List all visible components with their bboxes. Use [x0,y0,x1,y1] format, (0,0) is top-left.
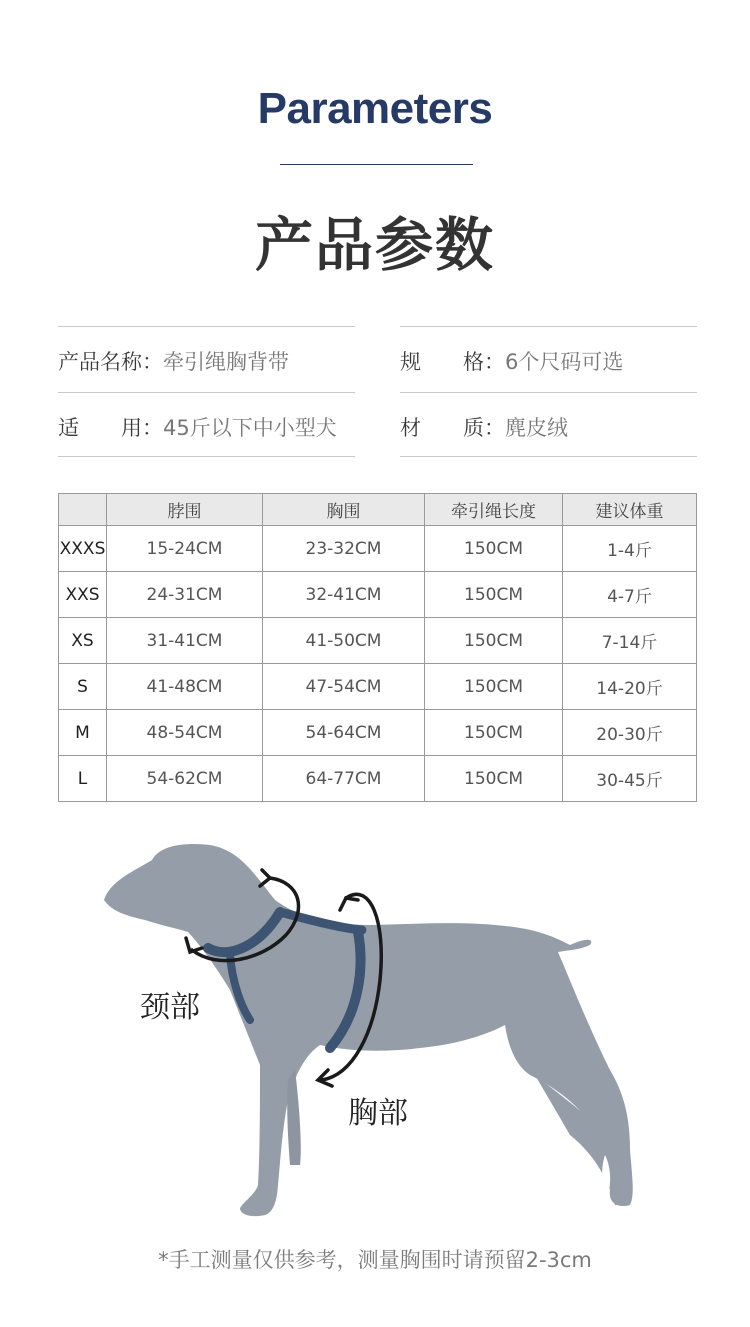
params-divider [400,456,697,457]
params-divider [400,326,697,327]
neck-cell: 15-24CM [107,526,263,572]
table-header-chest: 胸围 [263,494,425,526]
param-fit [58,412,337,442]
weight-cell: 4-7斤 [563,572,697,618]
chest-cell: 41-50CM [263,618,425,664]
title-divider [280,164,473,165]
weight-cell: 20-30斤 [563,710,697,756]
neck-cell: 24-31CM [107,572,263,618]
title-chinese: 产品参数 [254,211,495,279]
leash-cell: 150CM [425,756,563,802]
chest-cell: 64-77CM [263,756,425,802]
size-cell: S [59,664,107,710]
param-label: 规 格： [400,350,505,374]
size-cell: L [59,756,107,802]
leash-cell: 150CM [425,572,563,618]
param-value: 牵引绳胸背带 [163,350,289,374]
params-divider [58,326,355,327]
chest-cell: 54-64CM [263,710,425,756]
dog-front-leg-far [287,1070,301,1165]
param-label: 适 用： [58,416,163,440]
leash-cell: 150CM [425,618,563,664]
param-spec [400,346,623,376]
param-label: 产品名称： [58,350,163,374]
chest-cell: 23-32CM [263,526,425,572]
leash-cell: 150CM [425,664,563,710]
param-value: 麂皮绒 [505,416,568,440]
params-divider [58,392,355,393]
neck-cell: 41-48CM [107,664,263,710]
param-material [400,412,568,442]
product-params [58,326,698,458]
weight-cell: 7-14斤 [563,618,697,664]
neck-cell: 48-54CM [107,710,263,756]
table-header-row [59,494,697,526]
param-product-name [58,346,289,376]
table-row [59,526,697,572]
size-cell: XXS [59,572,107,618]
chest-cell: 47-54CM [263,664,425,710]
weight-cell: 1-4斤 [563,526,697,572]
measurement-footnote: *手工测量仅供参考，测量胸围时请预留2-3cm [158,1248,592,1272]
table-header-leash-length: 牵引绳长度 [425,494,563,526]
chest-cell: 32-41CM [263,572,425,618]
chest-label: 胸部 [348,1096,408,1131]
neck-cell: 54-62CM [107,756,263,802]
leash-cell: 150CM [425,710,563,756]
table-row [59,664,697,710]
table-header-neck: 脖围 [107,494,263,526]
title-english: Parameters [257,84,493,133]
table-row [59,618,697,664]
param-value: 6个尺码可选 [505,350,624,374]
table-row [59,756,697,802]
neck-label: 颈部 [140,990,200,1025]
param-value: 45斤以下中小型犬 [163,416,337,440]
table-header-size [59,494,107,526]
table-row [59,572,697,618]
params-divider [58,456,355,457]
leash-cell: 150CM [425,526,563,572]
params-divider [400,392,697,393]
size-cell: XXXS [59,526,107,572]
size-table [58,493,697,802]
table-row [59,710,697,756]
weight-cell: 14-20斤 [563,664,697,710]
param-label: 材 质： [400,416,505,440]
neck-arrow-head-top [260,870,270,886]
table-header-weight: 建议体重 [563,494,697,526]
chest-arrow-head-top [340,898,358,910]
size-cell: XS [59,618,107,664]
size-cell: M [59,710,107,756]
weight-cell: 30-45斤 [563,756,697,802]
neck-cell: 31-41CM [107,618,263,664]
